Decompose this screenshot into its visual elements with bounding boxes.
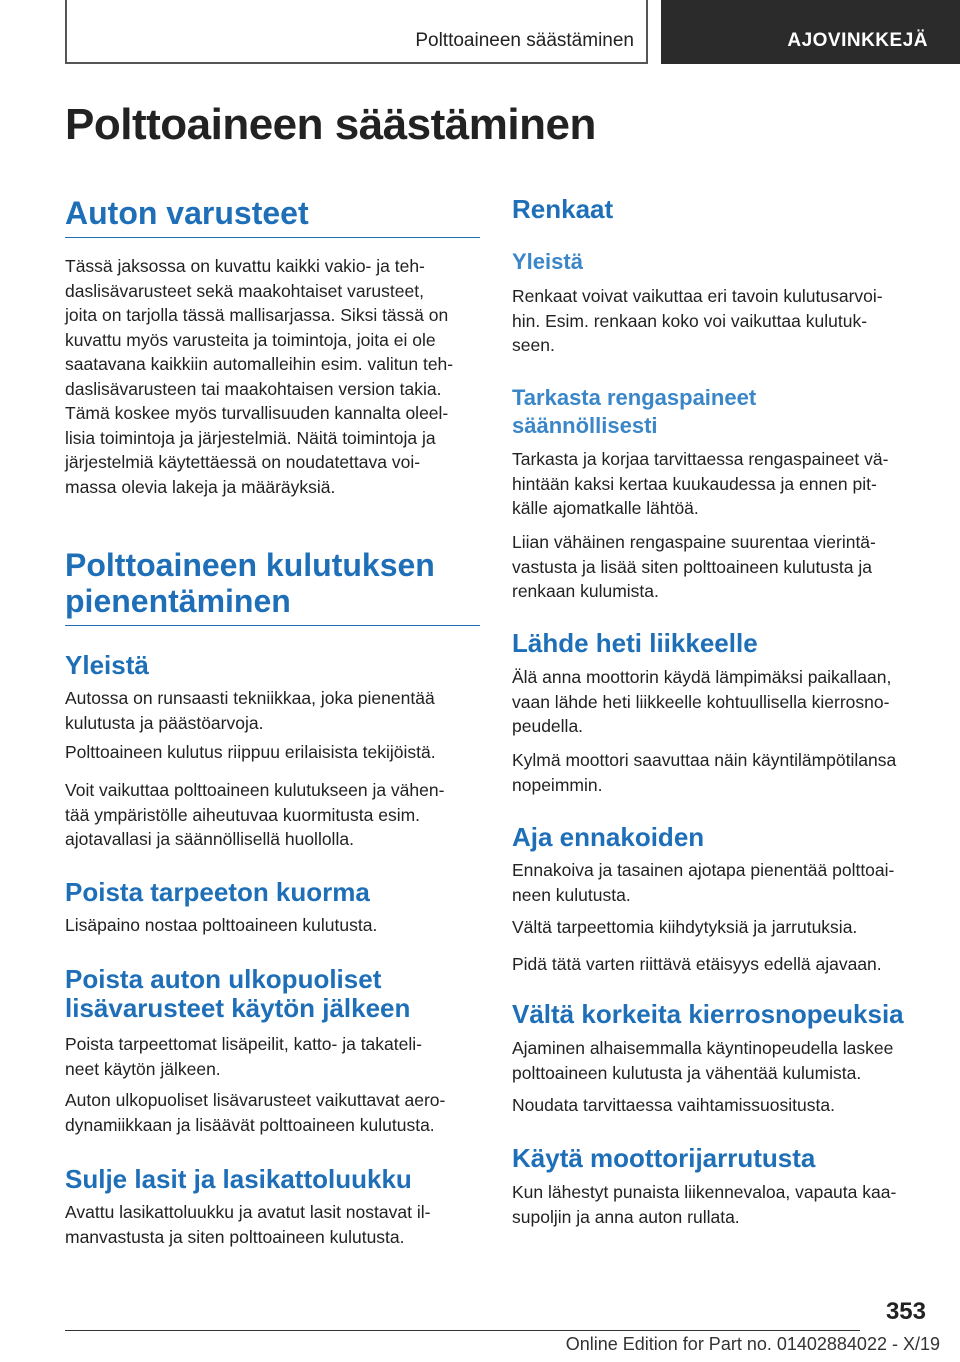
avoid-high-rpm-heading: Vältä korkeita kierrosnopeuksia [512,999,904,1029]
text-line: massa olevia lakeja ja määräyksiä. [65,476,336,497]
text-line: Lisäpaino nostaa polttoaineen kulutusta. [65,915,378,935]
text-line: kulutusta ja päästöarvoja. [65,712,264,733]
leave-immediately-heading: Lähde heti liikkeelle [512,628,758,658]
text-line: Tarkasta rengaspaineet [512,385,757,410]
general-paragraph-1 [65,686,480,735]
reduce-consumption-heading [65,547,480,626]
text-line: renkaan kulumista. [512,581,659,601]
text-line: peudella. [512,716,584,736]
text-line: järjestelmiä käytettäessä on noudatettava voi- [65,452,421,472]
drive-anticipating-paragraph-2 [512,915,942,940]
remove-load-heading: Poista tarpeeton kuorma [65,877,370,907]
text-line: joita on tarjolla tässä mallisarjassa. Siksi tässä on [65,305,449,325]
text-line: daslisävarusteen tai maakohtaisen version takia. [65,378,442,399]
external-accessories-paragraph-2 [65,1088,480,1137]
text-line: Renkaat voivat vaikuttaa eri tavoin kulutusarvoi- [512,286,883,306]
footer-text: Online Edition for Part no. 01402884022 - X/19 [565,1334,940,1354]
page-title: Polttoaineen säästäminen [65,100,596,149]
tires-general-heading: Yleistä [512,249,583,274]
text-line: kuvattu myös varusteita ja toimintoja, joita ei ole [65,329,436,350]
text-line: daslisävarusteet sekä maakohtaiset varusteet, [65,280,424,301]
footer-rule [65,1330,860,1331]
text-line: lisia toimintoja ja järjestelmiä. Näitä toimintoja ja [65,427,436,448]
header-chapter-title: AJOVINKKEJÄ [787,30,928,51]
external-accessories-heading [65,965,410,1023]
remove-load-text [65,913,480,938]
equipment-text [65,254,480,499]
text-line: Tämä koskee myös turvallisuuden kannalta oleel- [65,403,449,423]
text-line: polttoaineen kulutusta ja vähentää kulumista. [512,1062,862,1083]
tire-pressure-heading [512,384,756,440]
text-line: Pidä tätä varten riittävä etäisyys edellä ajavaan. [512,954,882,974]
leave-immediately-paragraph-1 [512,665,942,739]
tire-pressure-paragraph-1 [512,447,942,521]
tire-pressure-paragraph-2 [512,530,942,604]
text-line: supoljin ja anna auton rullata. [512,1206,740,1227]
text-line: Liian vähäinen rengaspaine suurentaa vierintä- [512,532,876,552]
close-windows-heading: Sulje lasit ja lasikattoluukku [65,1164,412,1194]
header-section-box [65,0,648,64]
text-line: källe ajomatkalle lähtöä. [512,498,699,518]
text-line: Polttoaineen kulutus riippuu erilaisista tekijöistä. [65,742,436,762]
text-line: neen kulutusta. [512,884,631,905]
text-line: säännöllisesti [512,413,658,438]
text-line: dynamiikkaan ja lisäävät polttoaineen kulutusta. [65,1114,435,1135]
engine-braking-heading: Käytä moottorijarrutusta [512,1143,816,1173]
avoid-high-rpm-paragraph-2 [512,1093,942,1118]
general-heading: Yleistä [65,650,149,680]
text-line: Kun lähestyt punaista liikennevaloa, vapauta kaa- [512,1182,897,1202]
tires-heading: Renkaat [512,194,614,224]
drive-anticipating-heading: Aja ennakoiden [512,822,705,852]
page-number: 353 [885,1298,926,1325]
text-line: Kylmä moottori saavuttaa näin käyntilämpötilansa [512,750,897,770]
text-line: hintään kaksi kertaa kuukaudessa ja ennen pit- [512,473,877,494]
equipment-heading: Auton varusteet [65,195,480,238]
text-line: Vältä tarpeettomia kiihdytyksiä ja jarrutuksia. [512,917,858,937]
text-line: Ajaminen alhaisemmalla käyntinopeudella laskee [512,1038,894,1058]
text-line: neet käytön jälkeen. [65,1058,221,1079]
text-line: ajotavallasi ja säännöllisellä huollolla. [65,829,354,849]
general-paragraph-3 [65,778,480,852]
text-line: pienentäminen [65,583,291,619]
drive-anticipating-paragraph-3 [512,952,942,977]
text-line: vaan lähde heti liikkeelle kohtuullisella kierrosno- [512,691,890,712]
text-line: Poista tarpeettomat lisäpeilit, katto- ja takateli- [65,1034,422,1054]
engine-braking-text [512,1180,942,1229]
text-line: lisävarusteet käytön jälkeen [65,993,411,1023]
avoid-high-rpm-paragraph-1 [512,1036,942,1085]
text-line: Avattu lasikattoluukku ja avatut lasit nostavat il- [65,1202,431,1222]
leave-immediately-paragraph-2 [512,748,952,797]
header-section-title: Polttoaineen säästäminen [415,30,634,51]
text-line: Noudata tarvittaessa vaihtamissuositusta. [512,1095,835,1115]
text-line: vastusta ja lisää siten polttoaineen kulutusta ja [512,556,872,577]
external-accessories-paragraph-1 [65,1032,480,1081]
text-line: Autossa on runsaasti tekniikkaa, joka pienentää [65,688,435,708]
text-line: Älä anna moottorin käydä lämpimäksi paikallaan, [512,667,892,687]
text-line: Tarkasta ja korjaa tarvittaessa rengaspaineet vä- [512,449,889,469]
text-line: Tässä jaksossa on kuvattu kaikki vakio- ja teh- [65,256,425,276]
tires-general-text [512,284,942,358]
text-line: Polttoaineen kulutuksen [65,547,435,583]
text-line: Ennakoiva ja tasainen ajotapa pienentää polttoai- [512,860,895,880]
text-line: saatavana kaikkiin automalleihin esim. valitun teh- [65,354,454,374]
text-line: Auton ulkopuoliset lisävarusteet vaikuttavat aero- [65,1090,446,1110]
drive-anticipating-paragraph-1 [512,858,942,907]
text-line: hin. Esim. renkaan koko voi vaikuttaa kulutuk- [512,310,868,331]
text-line: nopeimmin. [512,774,603,795]
text-line: Voit vaikuttaa polttoaineen kulutukseen ja vähen- [65,780,445,800]
text-line: seen. [512,335,555,355]
text-line: Poista auton ulkopuoliset [65,964,382,994]
text-line: tää ympäristölle aiheutuvaa kuormitusta esim. [65,804,421,825]
header-chapter-box [661,0,960,64]
close-windows-text [65,1200,480,1249]
text-line: manvastusta ja siten polttoaineen kulutusta. [65,1226,405,1247]
general-paragraph-2 [65,740,480,765]
